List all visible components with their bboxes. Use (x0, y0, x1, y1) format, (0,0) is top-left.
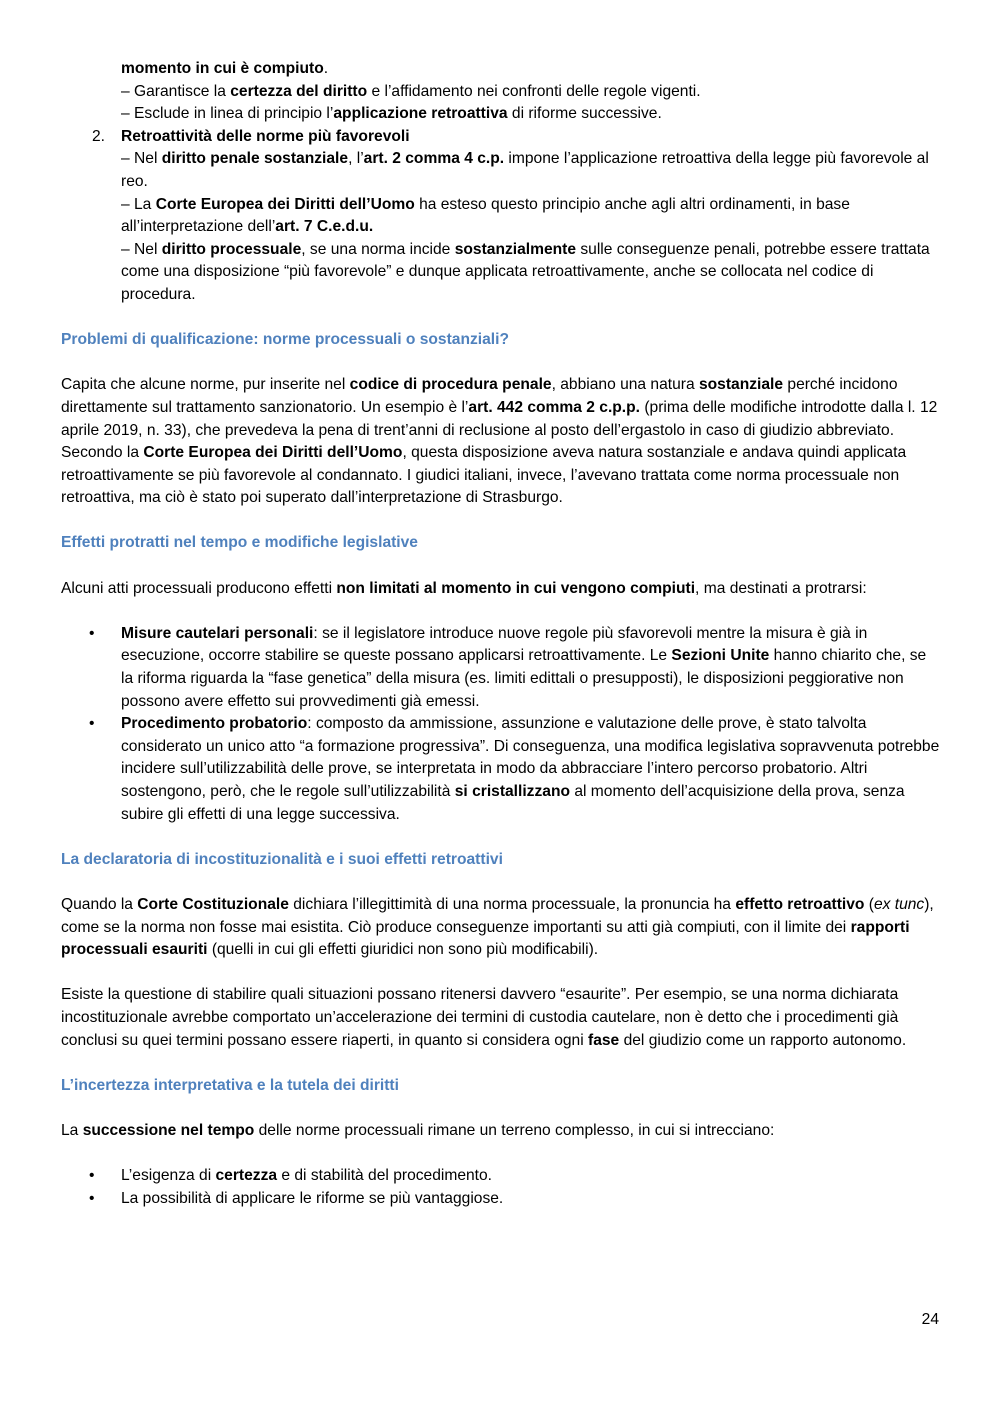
document-page (61, 58, 941, 1210)
bold-text: Corte Europea dei Diritti dell’Uomo (155, 195, 415, 213)
paragraph (61, 374, 941, 442)
section-heading: La declaratoria di incostituzionalità e i suoi effetti retroattivi (61, 850, 503, 868)
text: al momento dell’acquisizione della prova, senza subire gli effetti di una legge successiva. (121, 783, 905, 823)
item-paragraph (121, 194, 941, 239)
bold-text: sostanziale (698, 376, 784, 394)
paragraph (61, 984, 941, 1052)
text: Secondo la (61, 444, 144, 462)
text: delle norme processuali rimane un terreno complesso, in cui si intrecciano: (254, 1121, 775, 1139)
page-number: 24 (921, 1311, 939, 1328)
item-paragraph (121, 239, 941, 307)
text: La (61, 1121, 83, 1139)
text: : se il legislatore introduce nuove regole più sfavorevoli mentre la misura è già in esecuzione, occorre stabilire se queste possano applicarsi retroattivamente. Le (121, 624, 868, 665)
bold-text: effetto retroattivo (735, 895, 865, 913)
bold-text: Retroattività delle norme più favorevoli (121, 127, 410, 145)
list-item (61, 713, 941, 826)
text: La possibilità di applicare le riforme se più vantaggiose. (121, 1189, 504, 1207)
italic-text: ex tunc (873, 895, 925, 913)
text-line (121, 81, 941, 104)
text: , abbiano una natura (551, 376, 699, 394)
text: : composto da ammissione, assunzione e valutazione delle prove, è stato talvolta considerato un unico atto “a formazione progressiva”. Di conseguenza, una modifica legislativa sopravvenuta potrebbe incidere sull’utilizzabilità delle prove, se interpretata in modo da abbracciare l’intero percorso probatorio. Altri sostengono, però, che le regole sull’utilizzabilità (121, 715, 940, 800)
bullet-list (61, 1165, 941, 1210)
text: Alcuni atti processuali producono effetti (61, 579, 337, 597)
paragraph (61, 578, 941, 601)
bullet-icon: • (89, 1167, 95, 1185)
text: , ma destinati a protrarsi: (695, 579, 867, 597)
bullet-icon: • (89, 1189, 95, 1207)
bold-text: art. 442 comma 2 c.p.p. (468, 398, 640, 416)
bold-text: successione nel tempo (82, 1121, 255, 1139)
text: e di stabilità del procedimento. (277, 1167, 493, 1185)
text: sulle conseguenze penali, potrebbe essere trattata come una disposizione “più favorevole” e dunque applicata retroattivamente, anche se collocata nel codice di procedura. (121, 240, 930, 303)
text-line (121, 103, 941, 126)
bold-text: applicazione retroattiva (333, 105, 508, 123)
text: , questa disposizione aveva natura sostanziale e andava quindi applicata retroattivamente se più favorevole al condannato. I giudici italiani, invece, l’avevano trattata come norma processuale non retroattiva, ma ciò è stato poi superato dall’interpretazione di Strasburgo. (61, 444, 907, 507)
text: ), come se la norma non fosse mai esistita. Ciò produce conseguenze importanti su atti già compiuti, con il limite dei (61, 895, 934, 936)
text: – Garantisce la (121, 82, 231, 100)
section-heading: Effetti protratti nel tempo e modifiche legislative (61, 534, 418, 552)
text: dichiara l’illegittimità di una norma processuale, la pronuncia ha (288, 895, 736, 913)
text: ( (864, 895, 874, 913)
section-heading: L’incertezza interpretativa e la tutela dei diritti (61, 1076, 399, 1094)
text: . (323, 60, 329, 77)
bold-text: certezza del diritto (230, 82, 368, 100)
item-paragraph (121, 148, 941, 193)
text: – Nel (121, 150, 162, 168)
text: del giudizio come un rapporto autonomo. (619, 1031, 907, 1049)
bold-text: rapporti processuali esauriti (61, 918, 910, 959)
text: Esiste la questione di stabilire quali situazioni possano ritenersi davvero “esaurite”. Per esempio, se una norma dichiarata incostituzionale avrebbe comportato un’accelerazione dei termini di custodia cautelare, non è detto che i procedimenti già conclusi su quei termini possano essere riaperti, in quanto si considera ogni (61, 986, 899, 1049)
bold-text: codice di procedura penale (349, 376, 552, 394)
list-item (61, 1165, 941, 1188)
text: perché incidono direttamente sul trattamento sanzionatorio. Un esempio è l’ (61, 376, 898, 416)
bold-text: Corte Europea dei Diritti dell’Uomo (143, 444, 403, 462)
bold-text: Corte Costituzionale (137, 895, 289, 913)
bullet-icon: • (89, 624, 95, 642)
bold-text: art. 7 C.e.d.u. (275, 218, 374, 236)
bullet-icon: • (89, 715, 95, 733)
bold-text: certezza (215, 1167, 278, 1185)
text: – Nel (121, 240, 162, 258)
bold-text: Procedimento probatorio (121, 715, 308, 733)
section-heading: Problemi di qualificazione: norme processuali o sostanziali? (61, 331, 509, 349)
text: Capita che alcune norme, pur inserite nel (61, 376, 350, 394)
item-number: 2. (92, 127, 106, 145)
top-block (61, 58, 941, 126)
paragraph (61, 442, 941, 510)
text: Quando la (61, 895, 138, 913)
paragraph (61, 1120, 941, 1143)
text: , se una norma incide (301, 240, 455, 258)
text: di riforme successive. (507, 105, 662, 123)
bold-text: diritto processuale (161, 240, 302, 258)
text: ha esteso questo principio anche agli altri ordinamenti, in base all’interpretazione dell’ (121, 195, 850, 236)
text: – La (121, 195, 156, 213)
bold-text: sostanzialmente (454, 240, 577, 258)
text-line (121, 58, 941, 81)
list-item (61, 1188, 941, 1211)
list-item (61, 623, 941, 713)
text: impone l’applicazione retroattiva della legge più favorevole al reo. (121, 150, 929, 190)
text: , l’ (348, 150, 364, 168)
text: (quelli in cui gli effetti giuridici non sono più modificabili). (207, 941, 599, 959)
text: e l’affidamento nei confronti delle regole vigenti. (367, 82, 701, 100)
item-title (121, 126, 941, 149)
bold-text: si cristallizzano (454, 783, 570, 800)
bold-text: fase (588, 1031, 620, 1049)
text: L’esigenza di (121, 1167, 216, 1185)
paragraph (61, 894, 941, 962)
text: – Esclude in linea di principio l’ (121, 105, 334, 123)
bold-text: Sezioni Unite (671, 647, 770, 665)
bold-text: Misure cautelari personali (121, 624, 314, 642)
bold-text: diritto penale sostanziale (161, 150, 349, 168)
bullet-list (61, 623, 941, 826)
bold-text: momento in cui è compiuto (121, 60, 324, 77)
bold-text: non limitati al momento in cui vengono compiuti (336, 579, 696, 597)
bold-text: art. 2 comma 4 c.p. (363, 150, 505, 168)
text: (prima delle modifiche introdotte dalla l. 12 aprile 2019, n. 33), che prevedeva la pena di trent’anni di reclusione al posto dell’ergastolo in caso di giudizio abbreviato. (61, 398, 938, 439)
text: hanno chiarito che, se la riforma riguarda la “fase genetica” della misura (es. limiti edittali o presupposti), le disposizioni peggiorative non possono avere effetto sui provvedimenti già emessi. (121, 647, 927, 710)
numbered-item-2 (61, 126, 941, 307)
